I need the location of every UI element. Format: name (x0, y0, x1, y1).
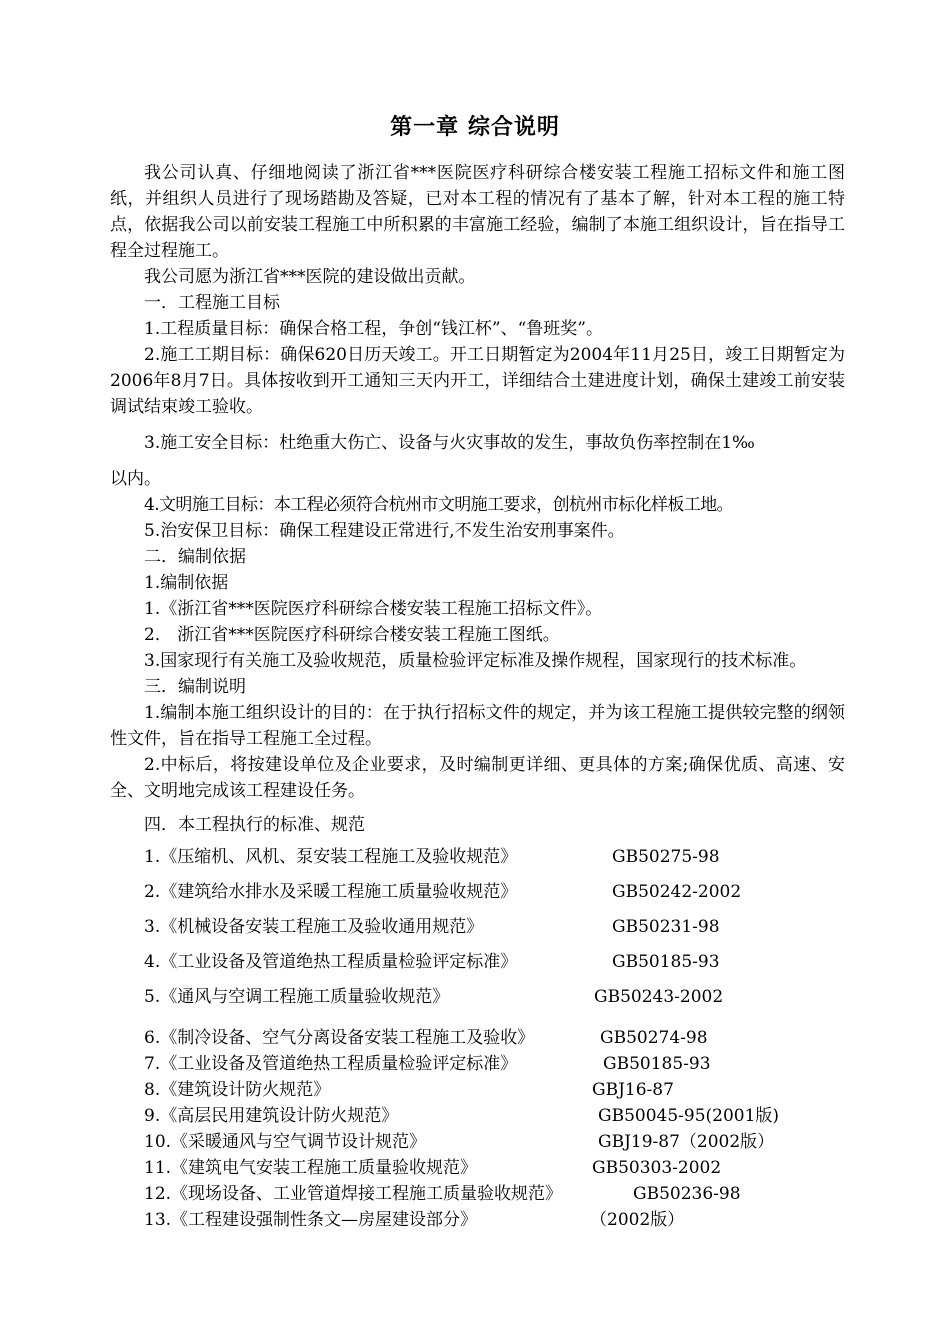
section-heading: 二．编制依据 (144, 547, 246, 567)
standard-code: GB50185-93 (612, 952, 720, 972)
goal-item: 3.施工安全目标：杜绝重大伤亡、设备与火灾事故的发生，事故负伤率控制在1‰ (144, 433, 755, 453)
standard-name: 4.《工业设备及管道绝热工程质量检验评定标准》 (144, 952, 518, 972)
standard-row (110, 1207, 845, 1233)
standard-code: GB50231-98 (612, 917, 720, 937)
standard-name: 8.《建筑设计防火规范》 (144, 1080, 331, 1100)
standard-row (110, 1051, 845, 1077)
standard-name: 1.《压缩机、风机、泵安装工程施工及验收规范》 (144, 847, 518, 867)
standard-code: GB50275-98 (612, 847, 720, 867)
explanation-item: 1.编制本施工组织设计的目的：在于执行招标文件的规定，并为该工程施工提供较完整的纲领性文件，旨在指导工程施工全过程。 (110, 703, 845, 749)
intro-paragraph: 我公司认真、仔细地阅读了浙江省***医院医疗科研综合楼安装工程施工招标文件和施工图纸，并组织人员进行了现场踏勘及答疑，已对本工程的情况有了基本了解，针对本工程的施工特点，依据我公司以前安装工程施工中所积累的丰富施工经验，编制了本施工组织设计，旨在指导工程全过程施工。 (110, 163, 845, 261)
standard-row (110, 1077, 845, 1103)
goal-item-continuation: 以内。 (110, 469, 161, 489)
standard-name: 5.《通风与空调工程施工质量验收规范》 (144, 987, 450, 1007)
goal-item: 2.施工工期目标：确保620日历天竣工。开工日期暂定为2004年11月25日，竣工日期暂定为2006年8月7日。具体按收到开工通知三天内开工，详细结合土建进度计划，确保土建竣工前安装调试结束竣工验收。 (110, 345, 845, 417)
goal-item: 4.文明施工目标：本工程必须符合杭州市文明施工要求，创杭州市标化样板工地。 (144, 495, 734, 515)
standard-code: GB50185-93 (603, 1054, 711, 1074)
standard-row (110, 914, 845, 949)
standard-code: GB50045-95(2001版) (598, 1106, 780, 1126)
basis-item: 3.国家现行有关施工及验收规范，质量检验评定标准及操作规程，国家现行的技术标准。 (144, 651, 807, 671)
goal-item: 1.工程质量目标：确保合格工程，争创“钱江杯”、“鲁班奖”。 (144, 319, 603, 339)
standard-name: 6.《制冷设备、空气分离设备安装工程施工及验收》 (144, 1028, 535, 1048)
standard-name: 12.《现场设备、工业管道焊接工程施工质量验收规范》 (144, 1184, 563, 1204)
standard-name: 7.《工业设备及管道绝热工程质量检验评定标准》 (144, 1054, 518, 1074)
standards-list (110, 844, 845, 1233)
standard-row (110, 844, 845, 879)
standard-name: 3.《机械设备安装工程施工及验收通用规范》 (144, 917, 484, 937)
standard-code: GB50242-2002 (612, 882, 742, 902)
standard-code: GB50236-98 (633, 1184, 741, 1204)
standard-name: 2.《建筑给水排水及采暖工程施工质量验收规范》 (144, 882, 518, 902)
intro-paragraph: 我公司愿为浙江省***医院的建设做出贡献。 (144, 267, 476, 287)
standard-row (110, 949, 845, 984)
standard-name: 13.《工程建设强制性条文—房屋建设部分》 (144, 1210, 478, 1230)
basis-item: 2． 浙江省***医院医疗科研综合楼安装工程施工图纸。 (144, 625, 560, 645)
standard-code: GB50274-98 (600, 1028, 708, 1048)
standard-row (110, 984, 845, 1019)
standard-row (110, 1129, 845, 1155)
section-heading: 三．编制说明 (144, 677, 246, 697)
standard-code: （2002版） (590, 1210, 685, 1230)
goal-item: 5.治安保卫目标：确保工程建设正常进行,不发生治安刑事案件。 (144, 521, 625, 541)
basis-item: 1.《浙江省***医院医疗科研综合楼安装工程施工招标文件》。 (144, 599, 603, 619)
document-body (110, 160, 845, 1233)
explanation-item: 2.中标后，将按建设单位及企业要求，及时编制更详细、更具体的方案;确保优质、高速、安全、文明地完成该工程建设任务。 (110, 755, 845, 801)
standard-row (110, 879, 845, 914)
standard-name: 9.《高层民用建筑设计防火规范》 (144, 1106, 399, 1126)
standard-code: GB50243-2002 (594, 987, 724, 1007)
standard-name: 11.《建筑电气安装工程施工质量验收规范》 (144, 1158, 478, 1178)
standard-row (110, 1103, 845, 1129)
standard-code: GB50303-2002 (592, 1158, 722, 1178)
section-heading: 一．工程施工目标 (144, 293, 280, 313)
chapter-title: 第一章 综合说明 (390, 114, 560, 140)
standard-row (110, 1025, 845, 1051)
standard-code: GBJ16-87 (592, 1080, 674, 1100)
section-heading: 四．本工程执行的标准、规范 (144, 815, 365, 835)
standard-name: 10.《采暖通风与空气调节设计规范》 (144, 1132, 427, 1152)
basis-item: 1.编制依据 (144, 573, 229, 593)
standard-row (110, 1155, 845, 1181)
standard-code: GBJ19-87（2002版） (598, 1132, 775, 1152)
standard-row (110, 1181, 845, 1207)
